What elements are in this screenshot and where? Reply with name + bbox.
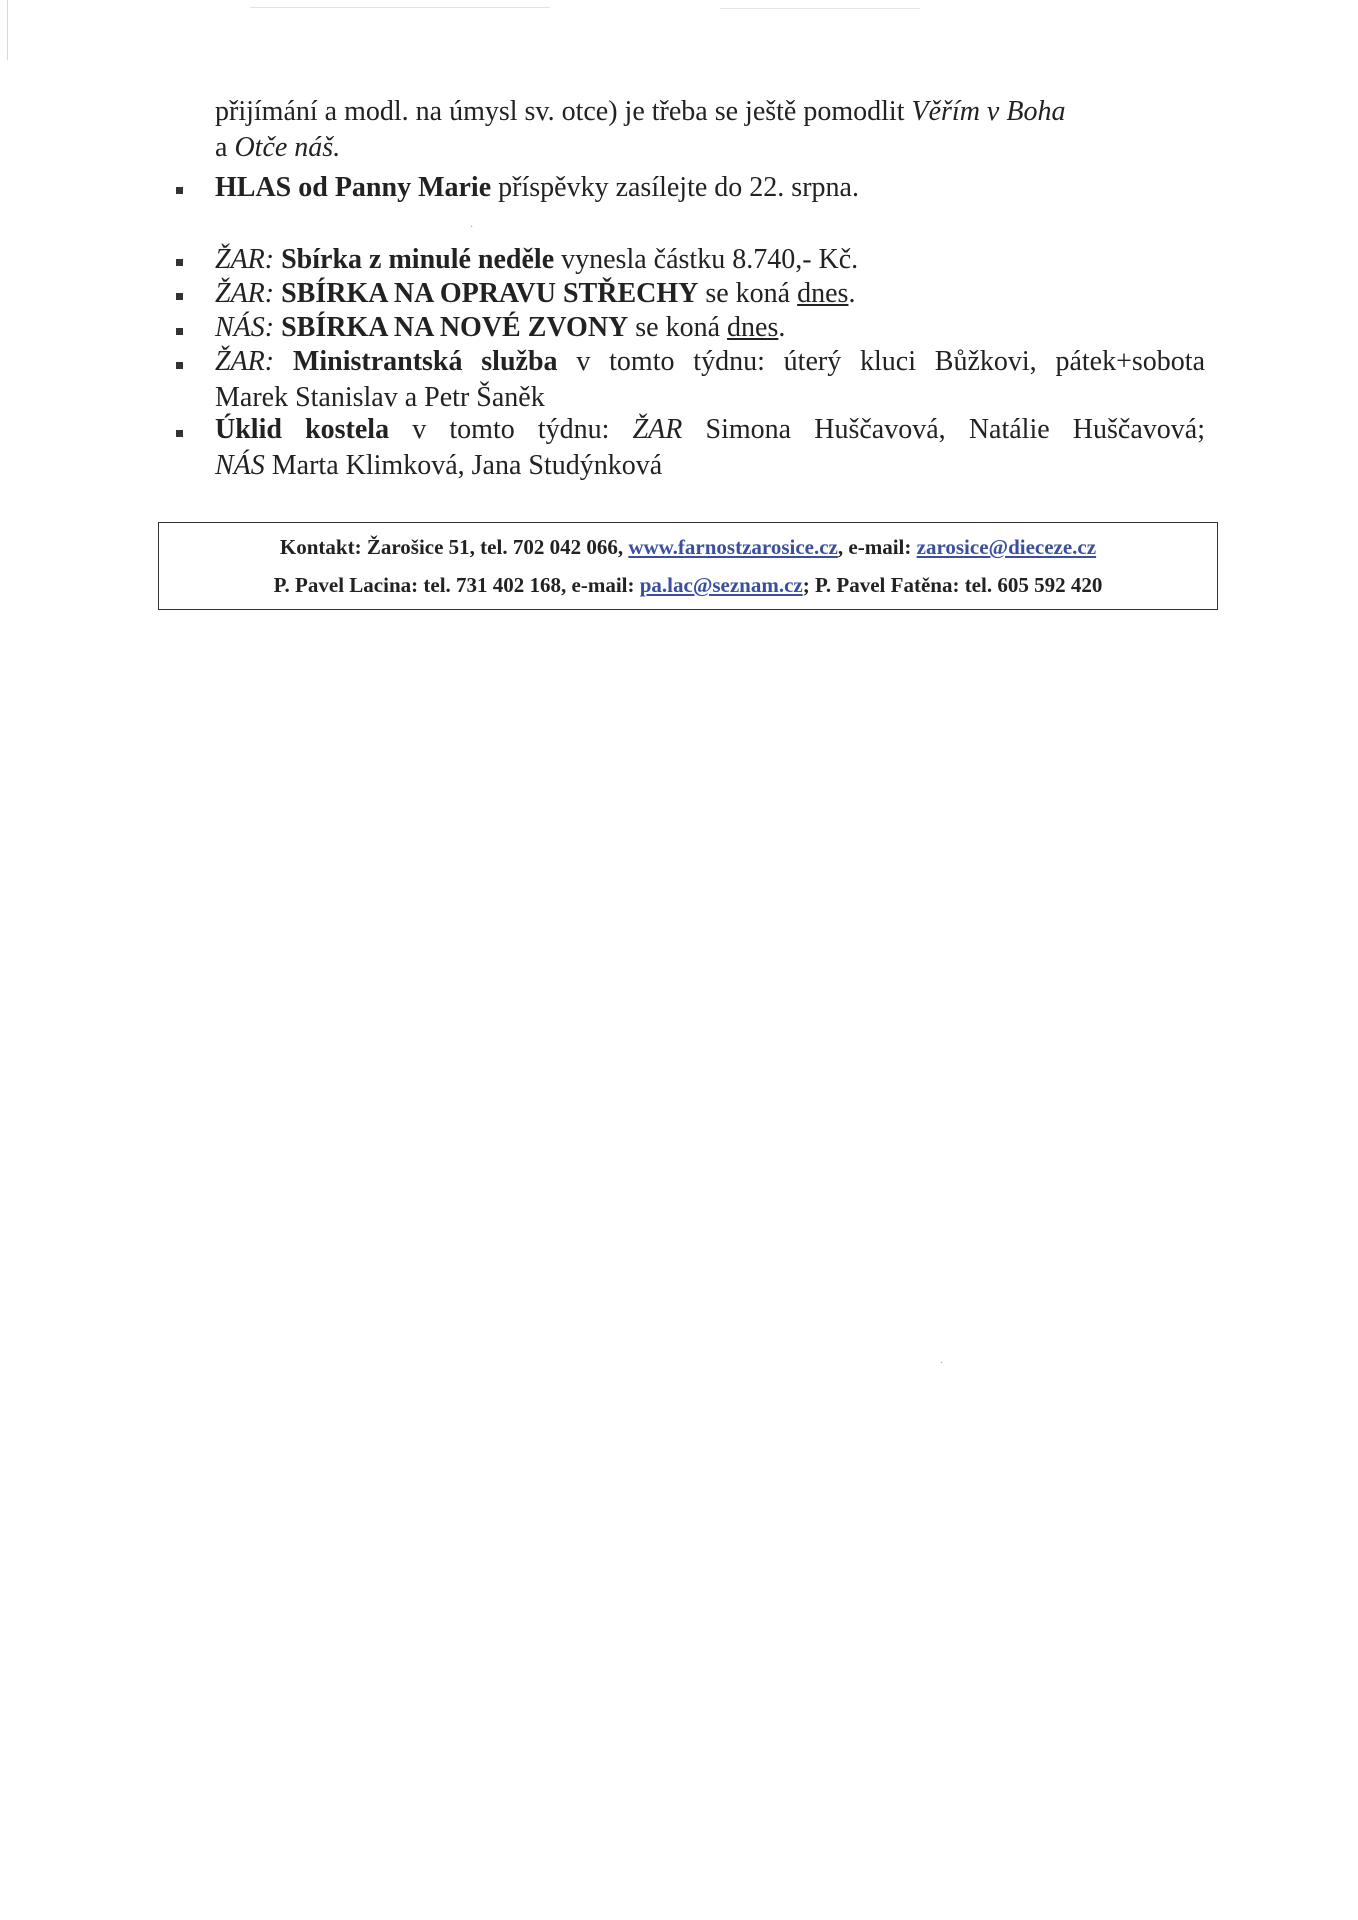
list-item-continuation: NÁS Marta Klimková, Jana Studýnková — [215, 450, 663, 481]
prayer-credo: Věřím v Boha — [911, 96, 1066, 127]
list-item: ŽAR: SBÍRKA NA OPRAVU STŘECHY se koná dnes. — [215, 278, 856, 309]
list-item: ŽAR: Sbírka z minulé neděle vynesla částku 8.740,- Kč. — [215, 244, 859, 275]
scan-edge-top — [720, 8, 920, 9]
scan-edge-left — [7, 0, 8, 60]
bullet — [176, 430, 183, 437]
scan-speck: · — [470, 222, 474, 233]
email-link-lacina[interactable]: pa.lac@seznam.cz — [639, 573, 803, 597]
contact-box — [158, 522, 1218, 610]
contact-line-2: P. Pavel Lacina: tel. 731 402 168, e-mail: pa.lac@seznam.cz; P. Pavel Fatěna: tel. 605 592 420 — [273, 573, 1103, 597]
email-link[interactable]: zarosice@dieceze.cz — [916, 535, 1097, 559]
prayer-our-father: Otče náš. — [234, 132, 341, 163]
contact-line-1: Kontakt: Žarošice 51, tel. 702 042 066, www.farnostzarosice.cz, e-mail: zarosice@dieceze.cz — [279, 535, 1097, 559]
bullet — [176, 259, 183, 266]
list-item-continuation: Marek Stanislav a Petr Šaněk — [215, 382, 545, 413]
bullet — [176, 362, 183, 369]
scan-speck: · — [940, 1358, 944, 1369]
list-item: Úklid kostela v tomto týdnu: ŽAR Simona Huščavová, Natálie Huščavová; — [215, 414, 1205, 445]
intro-line-1: přijímání a modl. na úmysl sv. otce) je třeba se ještě pomodlit Věřím v Boha — [215, 96, 1066, 127]
bullet — [176, 187, 183, 194]
intro-line-2: a Otče náš. — [215, 132, 341, 163]
bullet — [176, 328, 183, 335]
list-item: HLAS od Panny Marie příspěvky zasílejte do 22. srpna. — [215, 172, 859, 203]
list-item: ŽAR: Ministrantská služba v tomto týdnu: úterý kluci Bůžkovi, pátek+sobota — [215, 346, 1205, 377]
list-item: NÁS: SBÍRKA NA NOVÉ ZVONY se koná dnes. — [215, 312, 786, 343]
website-link[interactable]: www.farnostzarosice.cz — [628, 535, 838, 559]
scan-edge-top — [250, 7, 550, 8]
bullet — [176, 293, 183, 300]
